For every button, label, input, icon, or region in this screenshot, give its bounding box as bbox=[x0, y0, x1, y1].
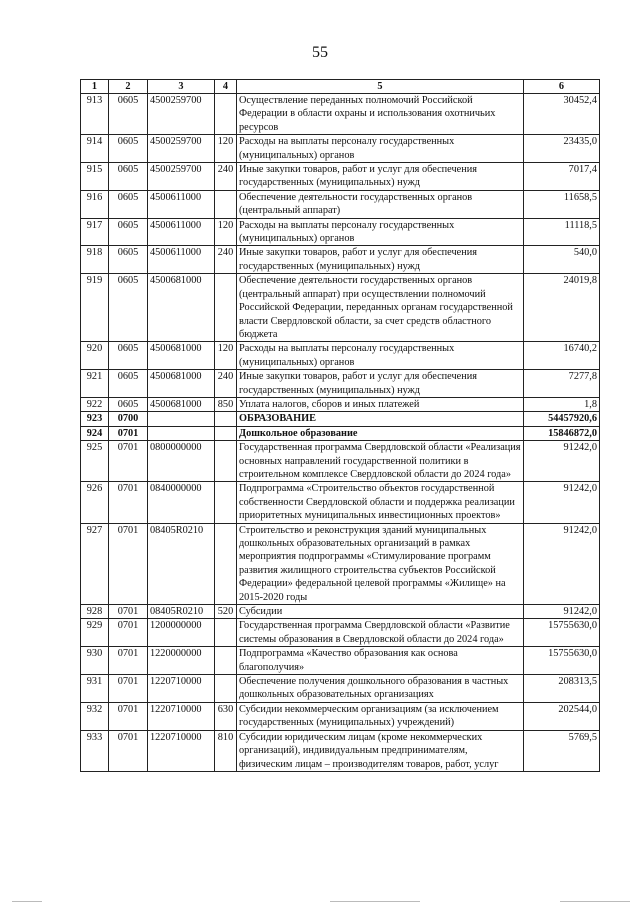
expense-type-cell: 520 bbox=[215, 605, 237, 619]
header-col-4: 4 bbox=[215, 80, 237, 94]
scan-artifact bbox=[330, 901, 420, 902]
description-cell: Обеспечение деятельности государственных органов (центральный аппарат) bbox=[237, 190, 524, 218]
description-cell: Строительство и реконструкция зданий муниципальных дошкольных образовательных организаций в рамках мероприятия подпрограммы «Стимулирование программ развития жилищного строительства субъектов Российской Федерации» федеральной целевой программы «Жилище» на 2015-2020 годы bbox=[237, 523, 524, 604]
description-cell: Государственная программа Свердловской области «Развитие системы образования в Свердловской области до 2024 года» bbox=[237, 619, 524, 647]
expense-type-cell bbox=[215, 412, 237, 426]
table-row bbox=[81, 605, 600, 619]
amount-cell: 7277,8 bbox=[524, 370, 600, 398]
description-cell: Расходы на выплаты персоналу государственных (муниципальных) органов bbox=[237, 135, 524, 163]
table-row bbox=[81, 412, 600, 426]
table-row bbox=[81, 274, 600, 342]
description-cell: Иные закупки товаров, работ и услуг для обеспечения государственных (муниципальных) нужд bbox=[237, 163, 524, 191]
section-code-cell: 0701 bbox=[109, 441, 148, 482]
expense-type-cell: 630 bbox=[215, 702, 237, 730]
row-number-cell: 923 bbox=[81, 412, 109, 426]
description-cell: Государственная программа Свердловской области «Реализация основных направлений государственной политики в строительном комплексе Свердловской области до 2024 года» bbox=[237, 441, 524, 482]
table-row bbox=[81, 702, 600, 730]
section-code-cell: 0605 bbox=[109, 163, 148, 191]
description-cell: Подпрограмма «Строительство объектов государственной собственности Свердловской области и поддержка реализации приоритетных муниципальных инвестиционных проектов» bbox=[237, 482, 524, 523]
expense-type-cell bbox=[215, 482, 237, 523]
target-code-cell: 1220000000 bbox=[148, 647, 215, 675]
table-row bbox=[81, 619, 600, 647]
amount-cell: 24019,8 bbox=[524, 274, 600, 342]
target-code-cell: 0800000000 bbox=[148, 441, 215, 482]
target-code-cell: 4500611000 bbox=[148, 218, 215, 246]
amount-cell: 91242,0 bbox=[524, 441, 600, 482]
header-col-2: 2 bbox=[109, 80, 148, 94]
amount-cell: 91242,0 bbox=[524, 523, 600, 604]
amount-cell: 202544,0 bbox=[524, 702, 600, 730]
section-code-cell: 0605 bbox=[109, 218, 148, 246]
table-row bbox=[81, 246, 600, 274]
target-code-cell: 1220710000 bbox=[148, 730, 215, 771]
description-cell: Осуществление переданных полномочий Российской Федерации в области охраны и использования охотничьих ресурсов bbox=[237, 94, 524, 135]
target-code-cell: 4500681000 bbox=[148, 342, 215, 370]
table-row bbox=[81, 163, 600, 191]
row-number-cell: 921 bbox=[81, 370, 109, 398]
description-cell: Иные закупки товаров, работ и услуг для обеспечения государственных (муниципальных) нужд bbox=[237, 370, 524, 398]
section-code-cell: 0701 bbox=[109, 647, 148, 675]
target-code-cell bbox=[148, 412, 215, 426]
row-number-cell: 913 bbox=[81, 94, 109, 135]
table-row bbox=[81, 370, 600, 398]
expense-type-cell: 810 bbox=[215, 730, 237, 771]
amount-cell: 5769,5 bbox=[524, 730, 600, 771]
amount-cell: 15755630,0 bbox=[524, 619, 600, 647]
row-number-cell: 916 bbox=[81, 190, 109, 218]
row-number-cell: 925 bbox=[81, 441, 109, 482]
section-code-cell: 0701 bbox=[109, 523, 148, 604]
row-number-cell: 931 bbox=[81, 675, 109, 703]
target-code-cell: 1220710000 bbox=[148, 675, 215, 703]
expense-type-cell bbox=[215, 619, 237, 647]
header-col-3: 3 bbox=[148, 80, 215, 94]
amount-cell: 540,0 bbox=[524, 246, 600, 274]
row-number-cell: 915 bbox=[81, 163, 109, 191]
expense-type-cell: 240 bbox=[215, 370, 237, 398]
target-code-cell: 4500681000 bbox=[148, 370, 215, 398]
description-cell: Обеспечение получения дошкольного образования в частных дошкольных образовательных организациях bbox=[237, 675, 524, 703]
section-code-cell: 0701 bbox=[109, 675, 148, 703]
amount-cell: 15755630,0 bbox=[524, 647, 600, 675]
row-number-cell: 928 bbox=[81, 605, 109, 619]
target-code-cell: 4500681000 bbox=[148, 397, 215, 411]
table-header-row bbox=[81, 80, 600, 94]
section-code-cell: 0605 bbox=[109, 94, 148, 135]
table-body bbox=[81, 94, 600, 772]
section-code-cell: 0701 bbox=[109, 619, 148, 647]
expense-type-cell bbox=[215, 523, 237, 604]
section-code-cell: 0605 bbox=[109, 274, 148, 342]
target-code-cell: 4500611000 bbox=[148, 190, 215, 218]
target-code-cell bbox=[148, 426, 215, 440]
row-number-cell: 917 bbox=[81, 218, 109, 246]
section-code-cell: 0605 bbox=[109, 135, 148, 163]
budget-table bbox=[80, 79, 600, 772]
row-number-cell: 914 bbox=[81, 135, 109, 163]
header-col-6: 6 bbox=[524, 80, 600, 94]
section-code-cell: 0701 bbox=[109, 730, 148, 771]
section-code-cell: 0701 bbox=[109, 482, 148, 523]
row-number-cell: 932 bbox=[81, 702, 109, 730]
table-row bbox=[81, 675, 600, 703]
row-number-cell: 927 bbox=[81, 523, 109, 604]
description-cell: Подпрограмма «Качество образования как основа благополучия» bbox=[237, 647, 524, 675]
description-cell: Субсидии некоммерческим организациям (за исключением государственных (муниципальных) учреждений) bbox=[237, 702, 524, 730]
expense-type-cell bbox=[215, 675, 237, 703]
table-row bbox=[81, 218, 600, 246]
table-row bbox=[81, 523, 600, 604]
table-row bbox=[81, 190, 600, 218]
table-row bbox=[81, 730, 600, 771]
row-number-cell: 920 bbox=[81, 342, 109, 370]
target-code-cell: 1200000000 bbox=[148, 619, 215, 647]
row-number-cell: 929 bbox=[81, 619, 109, 647]
expense-type-cell: 120 bbox=[215, 218, 237, 246]
section-code-cell: 0701 bbox=[109, 426, 148, 440]
amount-cell: 11118,5 bbox=[524, 218, 600, 246]
target-code-cell: 4500259700 bbox=[148, 94, 215, 135]
target-code-cell: 4500259700 bbox=[148, 135, 215, 163]
amount-cell: 54457920,6 bbox=[524, 412, 600, 426]
table-row bbox=[81, 441, 600, 482]
table-row bbox=[81, 397, 600, 411]
expense-type-cell bbox=[215, 441, 237, 482]
table-row bbox=[81, 135, 600, 163]
amount-cell: 91242,0 bbox=[524, 482, 600, 523]
section-code-cell: 0605 bbox=[109, 190, 148, 218]
expense-type-cell bbox=[215, 426, 237, 440]
amount-cell: 91242,0 bbox=[524, 605, 600, 619]
scan-artifact bbox=[12, 901, 42, 902]
amount-cell: 1,8 bbox=[524, 397, 600, 411]
expense-type-cell bbox=[215, 190, 237, 218]
row-number-cell: 930 bbox=[81, 647, 109, 675]
description-cell: Расходы на выплаты персоналу государственных (муниципальных) органов bbox=[237, 342, 524, 370]
description-cell: Дошкольное образование bbox=[237, 426, 524, 440]
amount-cell: 7017,4 bbox=[524, 163, 600, 191]
section-code-cell: 0605 bbox=[109, 342, 148, 370]
row-number-cell: 926 bbox=[81, 482, 109, 523]
scan-artifact bbox=[560, 901, 630, 902]
table-row bbox=[81, 647, 600, 675]
row-number-cell: 922 bbox=[81, 397, 109, 411]
row-number-cell: 933 bbox=[81, 730, 109, 771]
section-code-cell: 0605 bbox=[109, 246, 148, 274]
description-cell: ОБРАЗОВАНИЕ bbox=[237, 412, 524, 426]
table-row bbox=[81, 342, 600, 370]
target-code-cell: 4500611000 bbox=[148, 246, 215, 274]
section-code-cell: 0605 bbox=[109, 397, 148, 411]
expense-type-cell: 240 bbox=[215, 246, 237, 274]
amount-cell: 23435,0 bbox=[524, 135, 600, 163]
target-code-cell: 1220710000 bbox=[148, 702, 215, 730]
expense-type-cell bbox=[215, 94, 237, 135]
amount-cell: 11658,5 bbox=[524, 190, 600, 218]
description-cell: Расходы на выплаты персоналу государственных (муниципальных) органов bbox=[237, 218, 524, 246]
description-cell: Уплата налогов, сборов и иных платежей bbox=[237, 397, 524, 411]
section-code-cell: 0701 bbox=[109, 605, 148, 619]
header-col-5: 5 bbox=[237, 80, 524, 94]
amount-cell: 15846872,0 bbox=[524, 426, 600, 440]
table-row bbox=[81, 426, 600, 440]
expense-type-cell bbox=[215, 647, 237, 675]
target-code-cell: 08405R0210 bbox=[148, 523, 215, 604]
target-code-cell: 0840000000 bbox=[148, 482, 215, 523]
row-number-cell: 924 bbox=[81, 426, 109, 440]
row-number-cell: 918 bbox=[81, 246, 109, 274]
amount-cell: 16740,2 bbox=[524, 342, 600, 370]
section-code-cell: 0700 bbox=[109, 412, 148, 426]
section-code-cell: 0701 bbox=[109, 702, 148, 730]
page-number: 55 bbox=[312, 44, 328, 61]
target-code-cell: 08405R0210 bbox=[148, 605, 215, 619]
table-row bbox=[81, 94, 600, 135]
amount-cell: 208313,5 bbox=[524, 675, 600, 703]
description-cell: Обеспечение деятельности государственных органов (центральный аппарат) при осуществлении полномочий Российской Федерации, переданных органам государственной власти Свердловской области, за счет средств областного бюджета bbox=[237, 274, 524, 342]
description-cell: Субсидии юридическим лицам (кроме некоммерческих организаций), индивидуальным предпринимателям, физическим лицам – производителям товаров, работ, услуг bbox=[237, 730, 524, 771]
expense-type-cell: 850 bbox=[215, 397, 237, 411]
target-code-cell: 4500681000 bbox=[148, 274, 215, 342]
description-cell: Субсидии bbox=[237, 605, 524, 619]
table-row bbox=[81, 482, 600, 523]
expense-type-cell: 120 bbox=[215, 342, 237, 370]
amount-cell: 30452,4 bbox=[524, 94, 600, 135]
section-code-cell: 0605 bbox=[109, 370, 148, 398]
expense-type-cell: 120 bbox=[215, 135, 237, 163]
target-code-cell: 4500259700 bbox=[148, 163, 215, 191]
expense-type-cell: 240 bbox=[215, 163, 237, 191]
row-number-cell: 919 bbox=[81, 274, 109, 342]
header-col-1: 1 bbox=[81, 80, 109, 94]
expense-type-cell bbox=[215, 274, 237, 342]
description-cell: Иные закупки товаров, работ и услуг для обеспечения государственных (муниципальных) нужд bbox=[237, 246, 524, 274]
